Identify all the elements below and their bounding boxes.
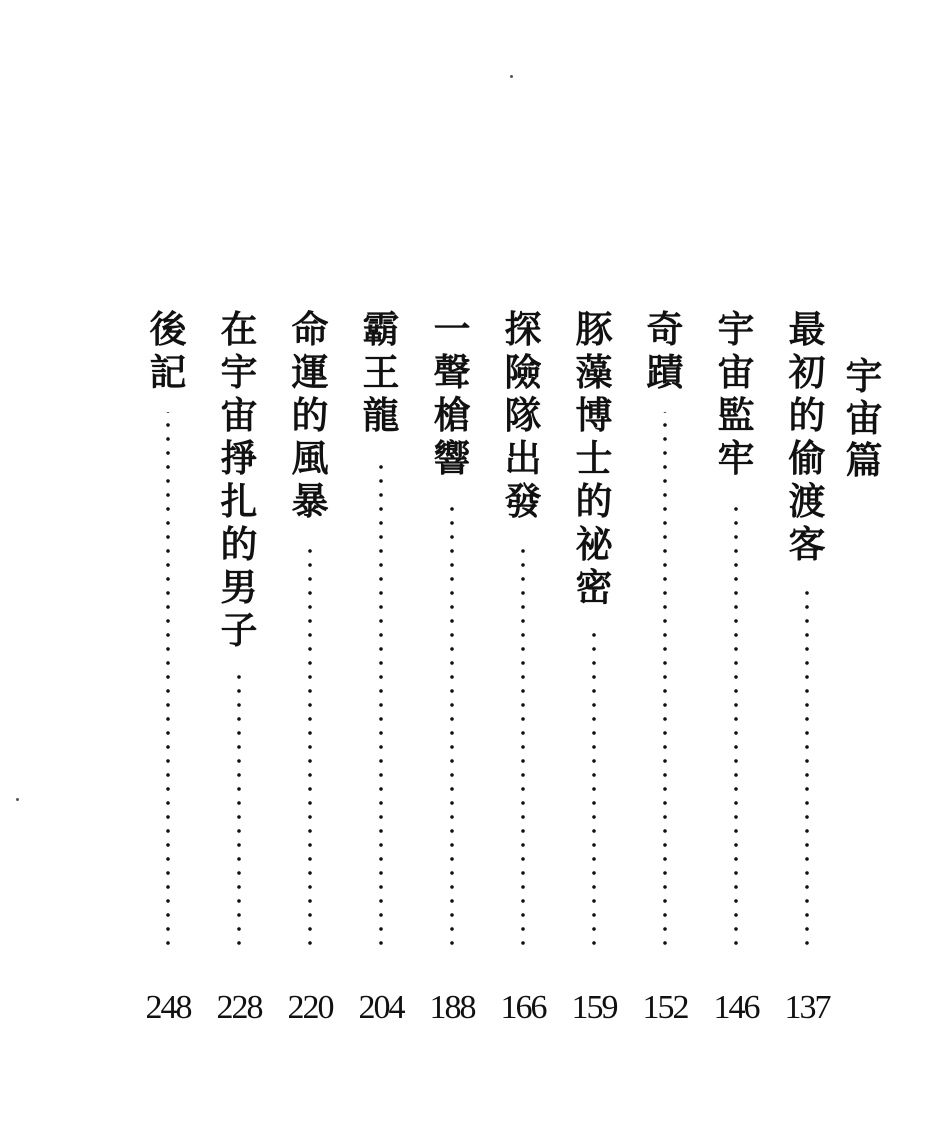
title-char: 藻	[575, 350, 613, 394]
title-char: 客	[788, 522, 826, 566]
title-char: 密	[575, 565, 613, 609]
toc-entry[interactable]	[217, 308, 261, 1028]
title-char: 運	[291, 350, 329, 394]
toc-entry[interactable]	[430, 308, 474, 1028]
entry-page-number: 159	[571, 989, 617, 1026]
entry-page-number: 146	[713, 989, 759, 1026]
title-char: 扎	[220, 479, 258, 523]
title-char: 的	[220, 522, 258, 566]
entry-title	[217, 308, 261, 652]
entry-title	[785, 308, 829, 566]
entry-page-number: 228	[216, 989, 262, 1026]
dot-leader	[237, 670, 241, 950]
entry-page-number: 220	[287, 989, 333, 1026]
title-char: 後	[149, 307, 187, 351]
entry-page-number: 248	[145, 989, 191, 1026]
dot-leader	[308, 541, 312, 950]
entry-page-number: 152	[642, 989, 688, 1026]
title-char: 的	[291, 393, 329, 437]
title-char: 探	[504, 307, 542, 351]
title-char: 龍	[362, 393, 400, 437]
entry-page-number: 137	[784, 989, 830, 1026]
title-char: 男	[220, 565, 258, 609]
entry-title	[430, 308, 474, 480]
title-char: 槍	[433, 393, 471, 437]
scan-speck	[16, 798, 19, 801]
title-char: 監	[717, 393, 755, 437]
toc-entry[interactable]	[572, 308, 616, 1028]
title-char: 祕	[575, 522, 613, 566]
title-char: 蹟	[646, 350, 684, 394]
entry-page-number: 204	[358, 989, 404, 1026]
title-char: 宙	[717, 350, 755, 394]
toc-entry[interactable]	[288, 308, 332, 1028]
title-char: 宙	[845, 396, 883, 440]
title-char: 暴	[291, 479, 329, 523]
scan-speck	[510, 75, 513, 78]
title-char: 初	[788, 350, 826, 394]
entry-title	[359, 308, 403, 437]
entry-page-number: 166	[500, 989, 546, 1026]
toc-entry[interactable]	[359, 308, 403, 1028]
dot-leader	[379, 455, 383, 950]
dot-leader	[805, 584, 809, 950]
toc-entry[interactable]	[146, 308, 190, 1028]
title-char: 的	[575, 479, 613, 523]
entry-page-number: 188	[429, 989, 475, 1026]
title-char: 最	[788, 307, 826, 351]
section-title	[842, 355, 886, 481]
title-char: 險	[504, 350, 542, 394]
title-char: 風	[291, 436, 329, 480]
entry-title	[714, 308, 758, 480]
title-char: 牢	[717, 436, 755, 480]
title-char: 霸	[362, 307, 400, 351]
title-char: 在	[220, 307, 258, 351]
title-char: 篇	[845, 438, 883, 482]
title-char: 宙	[220, 393, 258, 437]
title-char: 奇	[646, 307, 684, 351]
title-char: 發	[504, 479, 542, 523]
entry-title	[643, 308, 687, 394]
entry-title	[501, 308, 545, 523]
dot-leader	[521, 541, 525, 950]
toc-entry[interactable]	[785, 308, 829, 1028]
toc-entry[interactable]	[714, 308, 758, 1028]
title-char: 一	[433, 307, 471, 351]
title-char: 偷	[788, 436, 826, 480]
dot-leader	[592, 627, 596, 950]
title-char: 王	[362, 350, 400, 394]
title-char: 記	[149, 350, 187, 394]
toc-entry[interactable]	[643, 308, 687, 1028]
title-char: 響	[433, 436, 471, 480]
title-char: 博	[575, 393, 613, 437]
toc-entry[interactable]	[501, 308, 545, 1028]
title-char: 渡	[788, 479, 826, 523]
title-char: 出	[504, 436, 542, 480]
title-char: 豚	[575, 307, 613, 351]
title-char: 掙	[220, 436, 258, 480]
entry-title	[572, 308, 616, 609]
title-char: 宇	[220, 350, 258, 394]
title-char: 命	[291, 307, 329, 351]
title-char: 聲	[433, 350, 471, 394]
dot-leader	[450, 498, 454, 950]
title-char: 宇	[845, 354, 883, 398]
title-char: 子	[220, 608, 258, 652]
title-char: 士	[575, 436, 613, 480]
dot-leader	[663, 412, 667, 950]
dot-leader	[734, 498, 738, 950]
title-char: 宇	[717, 307, 755, 351]
entry-title	[288, 308, 332, 523]
title-char: 的	[788, 393, 826, 437]
title-char: 隊	[504, 393, 542, 437]
dot-leader	[166, 412, 170, 950]
entry-title	[146, 308, 190, 394]
